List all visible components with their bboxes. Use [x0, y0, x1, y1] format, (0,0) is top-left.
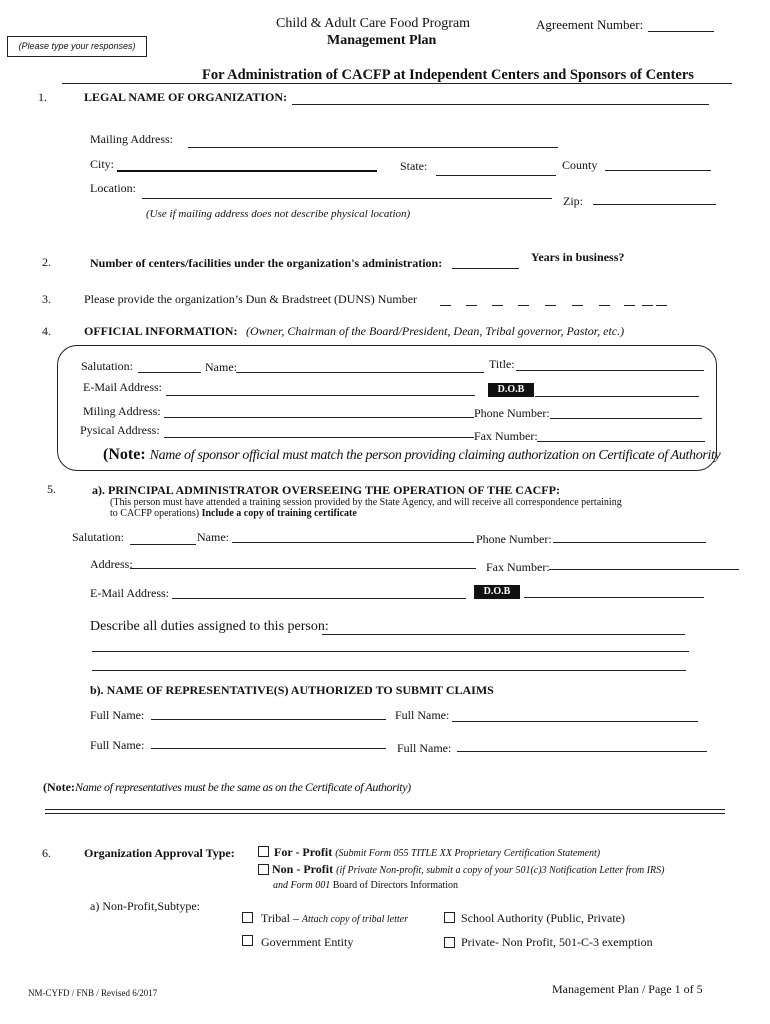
government-checkbox[interactable]	[242, 935, 253, 946]
section-5-number: 5.	[47, 482, 56, 496]
official-dob-badge: D.O.B	[488, 383, 534, 397]
agreement-label: Agreement Number:	[536, 17, 644, 32]
official-note-text: Name of sponsor official must match the person providing claiming authorization on Certificate of Authority	[149, 448, 721, 463]
admin-salutation-field[interactable]	[130, 544, 196, 545]
zip-field[interactable]	[593, 204, 716, 205]
admin-name-field[interactable]	[232, 542, 474, 543]
rep-1-label: Full Name:	[90, 708, 145, 722]
principal-admin-note-2-text: to CACFP operations)	[110, 508, 200, 519]
official-info-label: OFFICIAL INFORMATION:	[84, 324, 238, 338]
non-profit-checkbox[interactable]	[258, 864, 269, 875]
rep-4-label: Full Name:	[397, 741, 452, 755]
city-label: City:	[90, 157, 115, 171]
private-nonprofit-label: Private- Non Profit, 501-C-3 exemption	[461, 935, 653, 949]
rep-3-label: Full Name:	[90, 738, 145, 752]
principal-admin-note-1: (This person must have attended a training session provided by the State Agency, and will receive all correspondence pertaining	[110, 497, 622, 508]
non-profit-note: (if Private Non-profit, submit a copy of your 501(c)3 Notification Letter from IRS)	[336, 865, 665, 876]
admin-salutation-label: Salutation:	[72, 530, 124, 544]
location-label: Location:	[90, 181, 136, 195]
official-mailing-field[interactable]	[164, 417, 474, 418]
official-title-label: Title:	[489, 357, 515, 371]
official-salutation-field[interactable]	[138, 372, 201, 373]
centers-count-label: Number of centers/facilities under the organization's administration:	[90, 256, 443, 270]
official-phone-label: Phone Number:	[474, 406, 550, 420]
admin-phone-label: Phone Number:	[476, 532, 552, 546]
official-mailing-label: Miling Address:	[83, 404, 161, 418]
duties-field-1[interactable]	[322, 634, 685, 635]
representatives-note	[43, 780, 411, 795]
school-label: School Authority (Public, Private)	[461, 911, 625, 925]
rep-4-field[interactable]	[457, 751, 707, 752]
representatives-label: b). NAME OF REPRESENTATIVE(S) AUTHORIZED TO SUBMIT CLAIMS	[90, 683, 494, 697]
divider-top	[45, 809, 725, 810]
representatives-note-text: Name of representatives must be the same as on the Certificate of Authority)	[74, 780, 411, 794]
legal-name-field[interactable]	[292, 104, 709, 105]
legal-name-label: LEGAL NAME OF ORGANIZATION:	[84, 90, 288, 104]
tribal-option	[261, 911, 408, 926]
official-salutation-label: Salutation:	[81, 359, 133, 373]
official-info-hint: (Owner, Chairman of the Board/President, Dean, Tribal governor, Pastor, etc.)	[246, 324, 625, 338]
non-profit-note-2	[273, 880, 458, 891]
rep-2-label: Full Name:	[395, 708, 450, 722]
page-number: Management Plan / Page 1 of 5	[552, 982, 703, 996]
rep-1-field[interactable]	[151, 719, 386, 720]
for-profit-option	[274, 845, 600, 860]
school-checkbox[interactable]	[444, 912, 455, 923]
tribal-note: Attach copy of tribal letter	[301, 914, 408, 925]
section-3-number: 3.	[42, 292, 51, 306]
official-fax-label: Fax Number:	[474, 429, 538, 443]
location-field[interactable]	[142, 198, 552, 199]
admin-dob-badge: D.O.B	[474, 585, 520, 599]
board-info-text: Board of Directors Information	[332, 880, 458, 891]
for-profit-checkbox[interactable]	[258, 846, 269, 857]
private-nonprofit-checkbox[interactable]	[444, 937, 455, 948]
section-1-number: 1.	[38, 90, 47, 104]
agreement-number-field[interactable]	[648, 31, 714, 32]
tribal-label: Tribal –	[261, 911, 299, 925]
official-phone-field[interactable]	[550, 418, 702, 419]
for-profit-label: For - Profit	[274, 845, 333, 859]
non-profit-option	[272, 862, 665, 877]
subtitle: For Administration of CACFP at Independent Centers and Sponsors of Centers	[202, 67, 694, 83]
admin-address-field[interactable]	[130, 568, 476, 569]
admin-address-label: Address:	[90, 557, 133, 571]
mailing-address-field[interactable]	[188, 147, 558, 148]
subtype-label: a) Non-Profit,Subtype:	[90, 899, 200, 913]
admin-phone-field[interactable]	[553, 542, 706, 543]
government-label: Government Entity	[261, 935, 354, 949]
duties-field-2[interactable]	[92, 651, 689, 652]
state-field[interactable]	[436, 175, 556, 176]
approval-type-label: Organization Approval Type:	[84, 846, 235, 860]
admin-fax-label: Fax Number:	[486, 560, 550, 574]
state-label: State:	[400, 159, 428, 173]
centers-count-field[interactable]	[452, 268, 519, 269]
non-profit-label: Non - Profit	[272, 862, 334, 876]
official-physical-field[interactable]	[164, 437, 474, 438]
rep-3-field[interactable]	[151, 748, 386, 749]
representatives-note-bold: (Note:	[43, 780, 75, 794]
header-rule	[62, 83, 732, 84]
type-note-box: (Please type your responses)	[7, 36, 147, 57]
county-label: County	[562, 158, 598, 172]
official-note	[103, 446, 720, 464]
admin-fax-field[interactable]	[549, 569, 739, 570]
years-in-business-label: Years in business?	[531, 250, 625, 264]
official-fax-field[interactable]	[537, 441, 705, 442]
official-name-label: Name:	[205, 360, 237, 374]
admin-name-label: Name:	[197, 530, 229, 544]
official-email-label: E-Mail Address:	[83, 380, 162, 394]
duties-field-3[interactable]	[92, 670, 686, 671]
official-dob-field[interactable]	[535, 396, 699, 397]
training-certificate-note: Include a copy of training certificate	[201, 508, 357, 519]
tribal-checkbox[interactable]	[242, 912, 253, 923]
location-note: (Use if mailing address does not describe physical location)	[146, 208, 411, 220]
official-email-field[interactable]	[166, 395, 475, 396]
form-id: NM-CYFD / FNB / Revised 6/2017	[28, 988, 158, 998]
duties-label: Describe all duties assigned to this person:	[90, 619, 329, 634]
for-profit-note: (Submit Form 055 TITLE XX Proprietary Certification Statement)	[335, 848, 601, 859]
admin-dob-field[interactable]	[524, 597, 704, 598]
zip-label: Zip:	[563, 194, 583, 208]
section-2-number: 2.	[42, 255, 51, 269]
plan-title: Management Plan	[327, 33, 437, 48]
principal-admin-label: a). PRINCIPAL ADMINISTRATOR OVERSEEING THE OPERATION OF THE CACFP:	[92, 483, 560, 497]
admin-email-field[interactable]	[172, 598, 466, 599]
city-field[interactable]	[117, 170, 377, 172]
official-note-bold: (Note:	[103, 446, 146, 463]
official-title-field[interactable]	[516, 370, 704, 371]
rep-2-field[interactable]	[452, 721, 698, 722]
divider-bottom	[45, 813, 725, 814]
program-title: Child & Adult Care Food Program	[276, 16, 471, 31]
official-physical-label: Pysical Address:	[80, 423, 160, 437]
section-6-number: 6.	[42, 846, 51, 860]
admin-email-label: E-Mail Address:	[90, 586, 169, 600]
county-field[interactable]	[605, 170, 711, 171]
official-name-field[interactable]	[236, 372, 484, 373]
duns-label: Please provide the organization’s Dun & Bradstreet (DUNS) Number	[84, 292, 418, 306]
principal-admin-note-2	[110, 508, 357, 519]
mailing-label: Mailing Address:	[90, 132, 173, 146]
section-4-number: 4.	[42, 324, 51, 338]
and-form-text: and Form 001	[273, 880, 331, 891]
